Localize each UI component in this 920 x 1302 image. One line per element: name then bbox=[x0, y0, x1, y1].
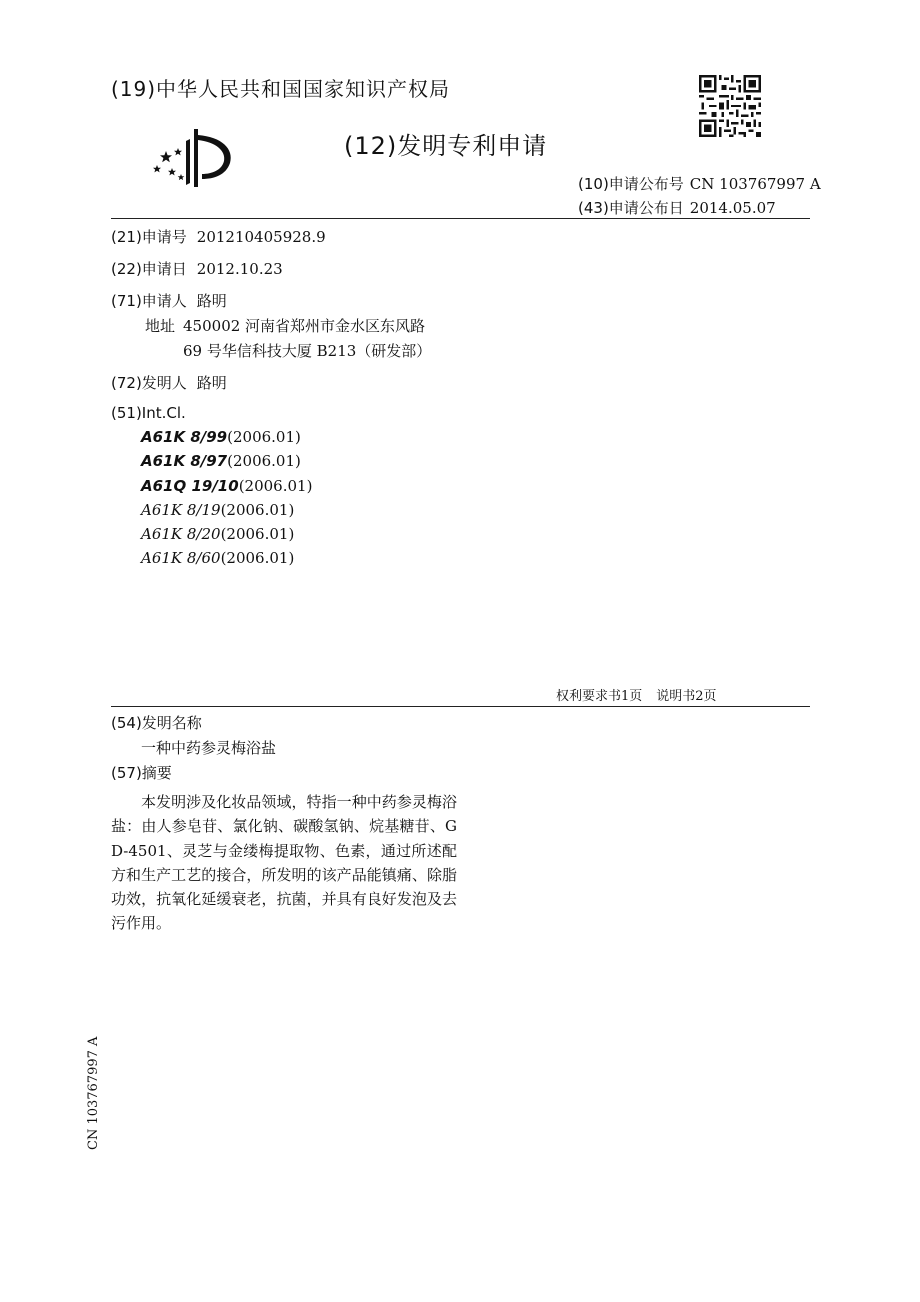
header-divider bbox=[111, 218, 810, 219]
ipc-entry bbox=[141, 549, 294, 567]
inventor-label: (72)发明人 bbox=[111, 374, 187, 392]
int-cl-label: (51)Int.Cl. bbox=[111, 404, 186, 422]
document-type-title: (12)发明专利申请 bbox=[344, 132, 548, 160]
application-date-label: (22)申请日 bbox=[111, 260, 187, 278]
side-publication-number: CN 103767997 A bbox=[86, 1036, 101, 1150]
abstract-label: (57)摘要 bbox=[111, 764, 172, 782]
publication-date-value: 2014.05.07 bbox=[689, 199, 776, 217]
application-date-value: 2012.10.23 bbox=[196, 260, 283, 278]
invention-title: 一种中药参灵梅浴盐 bbox=[141, 739, 277, 757]
abstract-text: 本发明涉及化妆品领域，特指一种中药参灵梅浴盐：由人参皂苷、氯化钠、碳酸氢钠、烷基糖苷、GD-4501、灵芝与金缕梅提取物、色素，通过所述配方和生产工艺的接合，所发明的该产品能镇痛、除脂功效，抗氧化延缓衰老，抗菌，并具有良好发泡及去污作用。 bbox=[111, 793, 457, 933]
ipc-code: A61K 8/97 bbox=[141, 452, 228, 470]
ipc-entry bbox=[141, 452, 301, 470]
applicant-address bbox=[145, 315, 425, 336]
ipc-date: (2006.01) bbox=[227, 428, 301, 446]
cnipa-logo-icon bbox=[152, 127, 236, 189]
ipc-code: A61K 8/60 bbox=[141, 549, 221, 567]
publication-number bbox=[578, 173, 821, 194]
application-number-value: 201210405928.9 bbox=[196, 228, 326, 246]
ipc-code: A61K 8/20 bbox=[141, 525, 221, 543]
ipc-entry bbox=[141, 428, 301, 446]
abstract-divider bbox=[111, 706, 810, 707]
ipc-date: (2006.01) bbox=[220, 525, 295, 543]
ipc-entry bbox=[141, 477, 312, 495]
publication-date-label: (43)申请公布日 bbox=[578, 199, 684, 217]
applicant-value: 路明 bbox=[196, 292, 227, 310]
ipc-date: (2006.01) bbox=[220, 501, 295, 519]
address-line-1: 450002 河南省郑州市金水区东风路 bbox=[183, 317, 426, 335]
application-date bbox=[111, 258, 283, 279]
ipc-code: A61K 8/19 bbox=[141, 501, 221, 519]
application-number bbox=[111, 226, 326, 247]
ipc-code: A61K 8/99 bbox=[141, 428, 228, 446]
applicant bbox=[111, 290, 227, 311]
address-line-2: 69 号华信科技大厦 B213（研发部） bbox=[183, 342, 432, 360]
address-label: 地址 bbox=[145, 317, 176, 335]
application-number-label: (21)申请号 bbox=[111, 228, 187, 246]
ipc-date: (2006.01) bbox=[238, 477, 313, 495]
ipc-date: (2006.01) bbox=[227, 452, 301, 470]
ipc-date: (2006.01) bbox=[220, 549, 295, 567]
publication-number-value: CN 103767997 A bbox=[689, 175, 821, 193]
issuing-office: (19)中华人民共和国国家知识产权局 bbox=[111, 77, 451, 101]
ipc-entry bbox=[141, 501, 294, 519]
inventor bbox=[111, 372, 227, 393]
claims-pages: 权利要求书1页 bbox=[556, 689, 643, 704]
ipc-entry bbox=[141, 525, 294, 543]
ipc-code: A61Q 19/10 bbox=[141, 477, 239, 495]
applicant-label: (71)申请人 bbox=[111, 292, 187, 310]
publication-number-label: (10)申请公布号 bbox=[578, 175, 684, 193]
invention-title-label: (54)发明名称 bbox=[111, 714, 202, 732]
qr-code-icon bbox=[699, 75, 761, 137]
description-pages: 说明书2页 bbox=[656, 689, 717, 704]
page-count bbox=[556, 685, 717, 704]
publication-date bbox=[578, 197, 776, 218]
inventor-value: 路明 bbox=[196, 374, 227, 392]
